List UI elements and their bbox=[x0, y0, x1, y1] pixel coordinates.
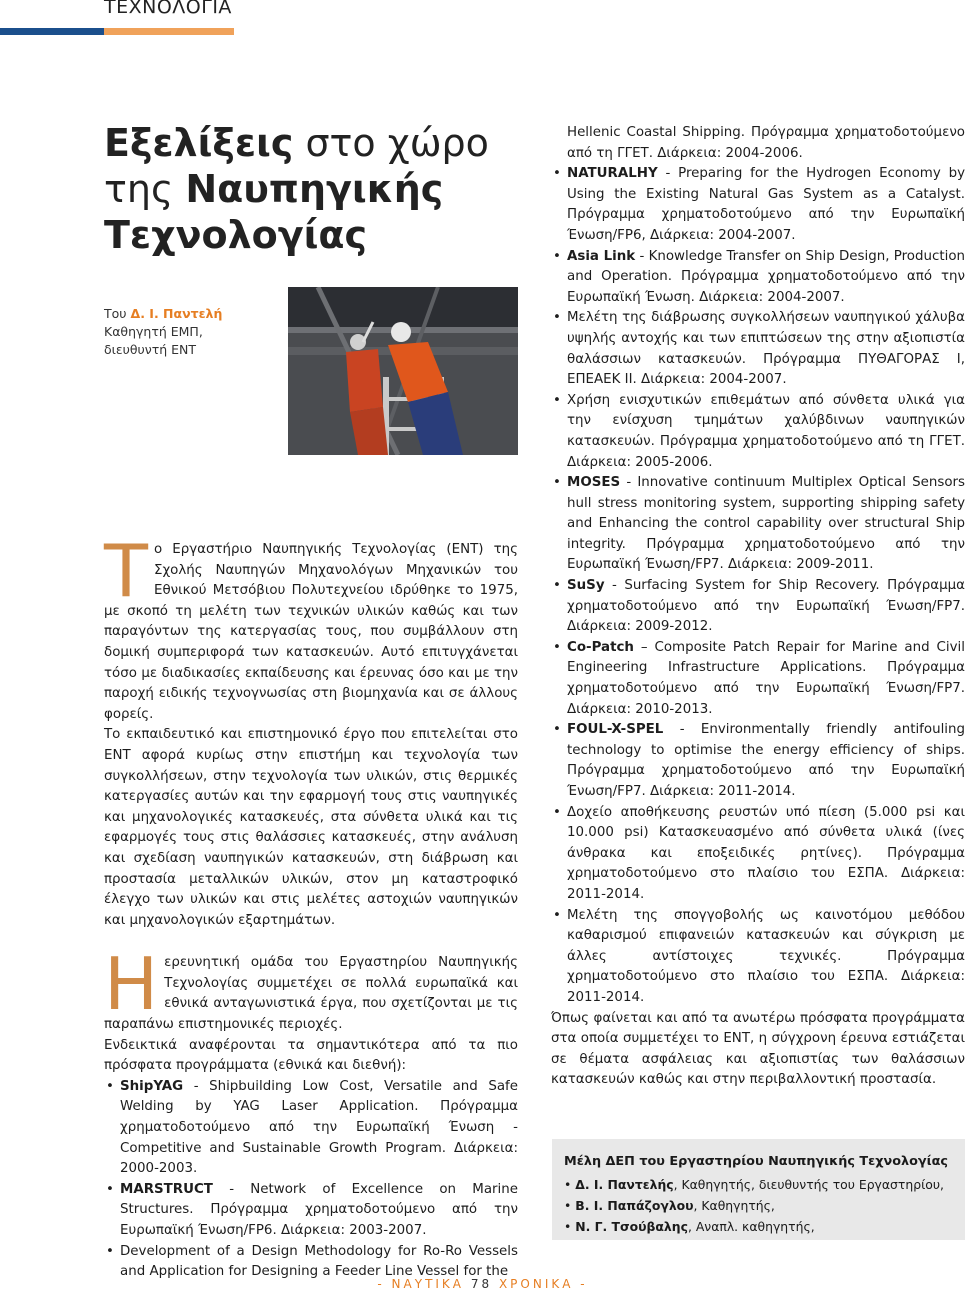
paragraph: Το εκπαιδευτικό και επιστημονικό έργο που επιτελείται στο ΕΝΤ αφορά κυρίως στην επιστήμη και τεχνολογία των συγκολλήσεων, στην τεχνολογία των υλικών, στις θερμικές κατεργασίες αυτών και την εφαρμογή τους στις ναυπηγικές και μηχανολογικές κατασκευές, στα σύνθετα υλικά και τις εφαρμογές τους στις θαλάσσιες κατασκευές, στην ανάλυση και σχεδίαση ναυπηγικών κατασκευών, στη διάβρωση και προστασία μεταλλικών υλικών, στον μη καταστροφικό έλεγχο των υλικών και στις μελέτες αστοχιών ναυπηγικών και μηχανολογικών εξαρτημάτων. bbox=[104, 727, 518, 928]
article-title: Εξελίξεις στο χώρο της Ναυπηγικής Τεχνολογίας bbox=[104, 121, 489, 257]
byline: Του Δ. Ι. Παντελή Καθηγητή ΕΜΠ, διευθυντή ΕΝΤ bbox=[104, 306, 223, 357]
workers-photo bbox=[288, 287, 518, 455]
list-item: • Co-Patch – Composite Patch Repair for Marine and Civil Engineering Infrastructure Applications. Πρόγραμμα χρηματοδοτούμενο από την Ευρωπαϊκή Ένωση/FP7. Διάρκεια: 2010-2013. bbox=[551, 638, 965, 720]
header-rule-blue bbox=[0, 28, 104, 35]
list-item: • SuSy - Surfacing System for Ship Recovery. Πρόγραμμα χρηματοδοτούμενο από την Ευρωπαϊκή Ένωση/FP7. Διάρκεια: 2009-2012. bbox=[551, 576, 965, 638]
dropcap: Τ bbox=[104, 529, 148, 613]
section-label: ΤΕΧΝΟΛΟΓΙΑ bbox=[104, 0, 232, 18]
page-footer: - ΝΑΥΤΙΚΑ 78 ΧΡΟΝΙΚΑ - bbox=[377, 1277, 588, 1291]
list-item: • Δοχείο αποθήκευσης ρευστών υπό πίεση (5.000 psi και 10.000 psi) Κατασκευασμένο από σύνθετα υλικά (ίνες άνθρακα και εποξειδικές ρητίνες). Πρόγραμμα χρηματοδοτούμενο στο πλαίσιο του ΕΣΠΑ. Διάρκεια: 2011-2014. bbox=[551, 803, 965, 906]
list-item: • ShipYAG - Shipbuilding Low Cost, Versatile and Safe Welding by YAG Laser Application. Πρόγραμμα χρηματοδοτούμενο από την Ευρωπαϊκή Ένωση - Competitive and Sustainable Growth Program. Διάρκεια: 2000-2003. bbox=[104, 1077, 518, 1180]
page-number: 78 bbox=[470, 1277, 493, 1291]
list-item: • MOSES - Innovative continuum Multiplex Optical Sensors hull stress monitoring system, supporting shipping safety and Enhancing the control capability over structural Ship integrity. Πρόγραμμα χρηματοδοτούμενο από την Ευρωπαϊκή Ένωση/FP7. Διάρκεια: 2009-2011. bbox=[551, 473, 965, 576]
list-item: • Μελέτη της σπογγοβολής ως καινοτόμου μεθόδου καθαρισμού επιφανειών κατασκευών και σύγκριση με άλλες αντίστοιχες τεχνικές. Πρόγραμμα χρηματοδοτούμενο στο πλαίσιο του ΕΣΠΑ. Διάρκεια: 2011-2014. bbox=[551, 906, 965, 1009]
members-heading: Μέλη ΔΕΠ του Εργαστηρίου Ναυπηγικής Τεχνολογίας bbox=[564, 1154, 948, 1169]
list-item: • Χρήση ενισχυτικών επιθεμάτων από σύνθετα υλικά για την ενίσχυση τμημάτων χαλύβδινων ναυπηγικών κατασκευών. Πρόγραμμα χρηματοδοτούμενο από τη ΓΓΕΤ. Διάρκεια: 2005-2006. bbox=[551, 391, 965, 473]
closing-paragraph: Όπως φαίνεται και από τα ανωτέρω πρόσφατα προγράμματα στα οποία συμμετέχει το ΕΝΤ, η σύγχρονη έρευνα εστιάζεται σε θέματα ασφάλειας και αξιοπιστίας των θαλάσσιων κατασκευών καθώς και στην περιβαλλοντική προστασία. bbox=[551, 1010, 965, 1088]
members-box bbox=[552, 1139, 965, 1240]
header-rule-orange bbox=[104, 28, 234, 35]
program-list-left bbox=[104, 1077, 518, 1283]
list-item: • FOUL-X-SPEL - Environmentally friendly antifouling technology to optimise the energy efficiency of ships. Πρόγραμμα χρηματοδοτούμενο από την Ευρωπαϊκή Ένωση/FP7. Διάρκεια: 2011-2014. bbox=[551, 720, 965, 802]
left-column bbox=[104, 529, 518, 1283]
list-item: • Asia Link - Knowledge Transfer on Ship Design, Production and Operation. Πρόγραμμα χρηματοδοτούμενο από την Ευρωπαϊκή Ένωση. Διάρκεια: 2004-2007. bbox=[551, 247, 965, 309]
list-item: • MARSTRUCT - Network of Excellence on Marine Structures. Πρόγραμμα χρηματοδοτούμενο από την Ευρωπαϊκή Ένωση/FP6. Διάρκεια: 2003-2007. bbox=[104, 1180, 518, 1242]
list-item: • NATURALHY - Preparing for the Hydrogen Economy by Using the Existing Natural Gas System as a Catalyst. Πρόγραμμα χρηματοδοτούμενο από την Ευρωπαϊκή Ένωση/FP6, Διάρκεια: 2004-2007. bbox=[551, 164, 965, 246]
list-item: • Μελέτη της διάβρωσης συγκολλήσεων ναυπηγικού χάλυβα υψηλής αντοχής και των επιπτώσεων της στην αξιοπιστία θαλάσσιων κατασκευών. Πρόγραμμα ΠΥΘΑΓΟΡΑΣ Ι, ΕΠΕΑΕΚ ΙΙ. Διάρκεια: 2004-2007. bbox=[551, 308, 965, 390]
program-list-right bbox=[551, 164, 965, 1008]
list-item: • Development of a Design Methodology for Ro-Ro Vessels and Application for Designing a Feeder Line Vessel for the bbox=[104, 1242, 518, 1283]
member-item: • Ν. Γ. Τσούβαλης, Αναπλ. καθηγητής, bbox=[564, 1216, 953, 1237]
intro-paragraph: Το Εργαστήριο Ναυπηγικής Τεχνολογίας (ΕΝΤ) της Σχολής Ναυπηγών Μηχανολόγων Μηχανικών του Εθνικού Μετσόβιου Πολυτεχνείου ιδρύθηκε το 1975, με σκοπό τη μελέτη των τεχνικών υλικών καθώς και των παραγόντων της κατεργασίας τους, που συμβάλλουν στη δομική συμπεριφορά των κατασκευών. Αυτό επιτυγχάνεται τόσο με διαδικασίες εκπαίδευσης και έρευνας όσο και με την παροχή ειδικής τεχνογνωσίας στη βιομηχανία και σε άλλους φορείς. bbox=[104, 529, 518, 722]
member-item: • Δ. Ι. Παντελής, Καθηγητής, διευθυντής του Εργαστηρίου, bbox=[564, 1174, 953, 1195]
dropcap: Η bbox=[104, 942, 159, 1027]
paragraph: Hellenic Coastal Shipping. Πρόγραμμα χρηματοδοτούμενο από τη ΓΓΕΤ. Διάρκεια: 2004-2006. bbox=[567, 125, 965, 161]
paragraph: Ηερευνητική ομάδα του Εργαστηρίου Ναυπηγικής Τεχνολογίας συμμετέχει σε πολλά ευρωπαϊκά και εθνικά ανταγωνιστικά έργα, που σχετίζονται με τις παραπάνω επιστημονικές περιοχές. bbox=[104, 942, 518, 1033]
paragraph: Ενδεικτικά αναφέρονται τα σημαντικότερα από τα πιο πρόσφατα προγράμματα (εθνικά και διεθνή): bbox=[104, 1037, 518, 1074]
author-name: Δ. Ι. Παντελή bbox=[130, 306, 223, 321]
right-column bbox=[551, 123, 965, 1091]
member-item: • Β. Ι. Παπάζογλου, Καθηγητής, bbox=[564, 1195, 953, 1216]
